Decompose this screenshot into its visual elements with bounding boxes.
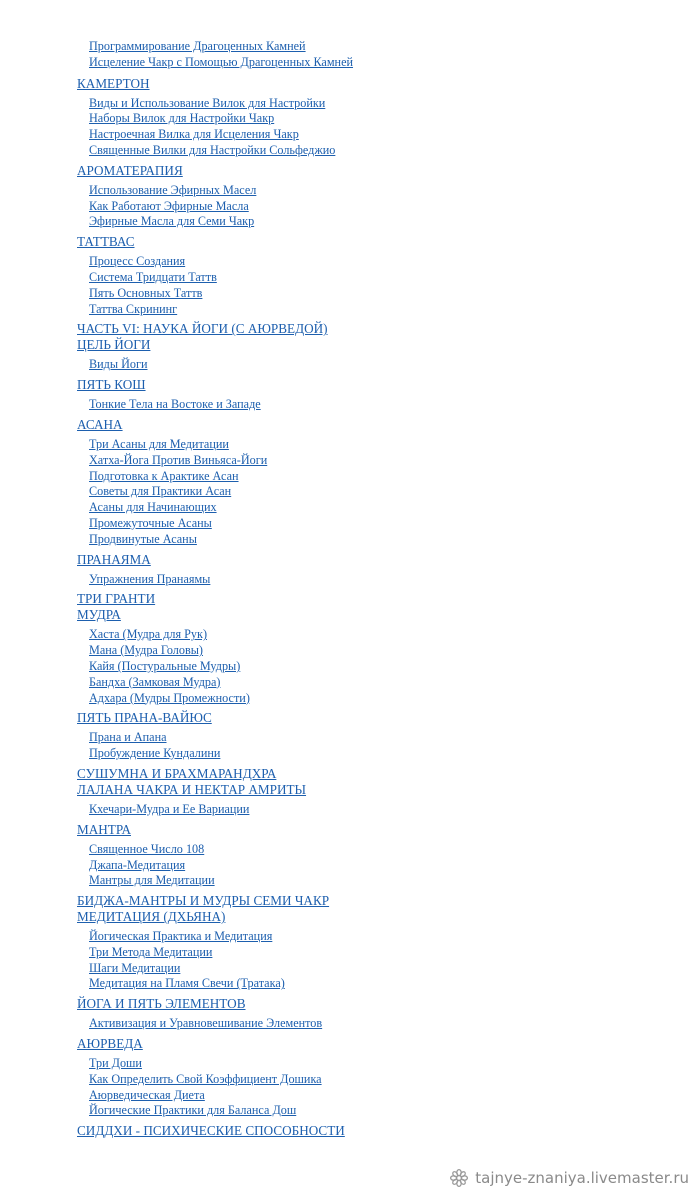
list-item (89, 842, 695, 858)
toc-heading-link[interactable]: ТАТТВАС (77, 234, 135, 250)
toc-item-link[interactable]: Таттва Скрининг (89, 301, 178, 316)
toc-item-link[interactable]: Эфирные Масла для Семи Чакр (89, 214, 255, 229)
toc-sublist (89, 96, 695, 159)
toc-sublist (89, 1056, 695, 1119)
toc-section (0, 163, 695, 230)
list-item (89, 858, 695, 874)
toc-item-link[interactable]: Джапа-Медитация (89, 857, 186, 872)
list-item (89, 96, 695, 112)
toc-sublist (89, 802, 695, 818)
toc-heading-link[interactable]: БИДЖА-МАНТРЫ И МУДРЫ СЕМИ ЧАКР (77, 893, 330, 909)
toc-item-link[interactable]: Пробуждение Кундалини (89, 746, 221, 761)
toc-item-link[interactable]: Кайя (Постуральные Мудры) (89, 658, 241, 673)
list-item (89, 516, 695, 532)
toc-item-link[interactable]: Как Работают Эфирные Масла (89, 198, 249, 213)
watermark-text: tajnye-znaniya.livemaster.ru (475, 1169, 689, 1187)
toc-item-link[interactable]: Йогическая Практика и Медитация (89, 929, 273, 944)
toc-item-link[interactable]: Асаны для Начинающих (89, 500, 217, 515)
toc-item-link[interactable]: Хаста (Мудра для Рук) (89, 627, 208, 642)
toc-heading-link[interactable]: АРОМАТЕРАПИЯ (77, 162, 183, 178)
list-item (89, 286, 695, 302)
list-item (89, 730, 695, 746)
toc-item-link[interactable]: Наборы Вилок для Настройки Чакр (89, 111, 275, 126)
toc-sublist (89, 730, 695, 762)
list-item (89, 643, 695, 659)
toc-sublist (89, 1016, 695, 1032)
toc-heading-link[interactable]: ТРИ ГРАНТИ (77, 591, 156, 607)
list-item (89, 1056, 695, 1072)
list-item (89, 453, 695, 469)
toc-sublist (89, 183, 695, 230)
list-item (89, 214, 695, 230)
list-item (89, 691, 695, 707)
toc-heading-link[interactable]: ЧАСТЬ VI: НАУКА ЙОГИ (С АЮРВЕДОЙ) (77, 321, 328, 337)
list-item (89, 532, 695, 548)
toc-heading-link[interactable]: МЕДИТАЦИЯ (ДХЬЯНА) (77, 909, 226, 925)
list-item (89, 39, 695, 55)
toc-item-link[interactable]: Священное Число 108 (89, 841, 205, 856)
toc-section (0, 782, 695, 818)
list-item (89, 1103, 695, 1119)
toc-section (0, 337, 695, 373)
toc-section (0, 1036, 695, 1119)
list-item (89, 302, 695, 318)
toc-item-link[interactable]: Виды и Использование Вилок для Настройки (89, 95, 326, 110)
toc-section (0, 909, 695, 992)
toc-item-link[interactable]: Мана (Мудра Головы) (89, 643, 203, 658)
toc-section (0, 321, 695, 337)
toc-heading-link[interactable]: АСАНА (77, 416, 123, 432)
toc-section (0, 591, 695, 607)
toc-item-link[interactable]: Активизация и Уравновешивание Элементов (89, 1016, 323, 1031)
toc-sublist (89, 437, 695, 548)
list-item (89, 572, 695, 588)
list-item (89, 500, 695, 516)
toc-heading-link[interactable]: ЦЕЛЬ ЙОГИ (77, 337, 151, 353)
toc-sublist (89, 397, 695, 413)
list-item (89, 1088, 695, 1104)
list-item (89, 254, 695, 270)
list-item (89, 961, 695, 977)
toc-item-link[interactable]: Прана и Апана (89, 730, 167, 745)
list-item (89, 111, 695, 127)
toc-item-link[interactable]: Процесс Создания (89, 254, 186, 269)
list-item (89, 627, 695, 643)
toc-item-link[interactable]: Хатха-Йога Против Виньяса-Йоги (89, 452, 268, 467)
toc-item-link[interactable]: Священные Вилки для Настройки Сольфеджио (89, 142, 336, 157)
toc-item-link[interactable]: Тонкие Тела на Востоке и Западе (89, 397, 261, 412)
toc-item-link[interactable]: Использование Эфирных Масел (89, 182, 257, 197)
list-item (89, 437, 695, 453)
toc-section (0, 766, 695, 782)
list-item (89, 397, 695, 413)
toc-sublist (89, 572, 695, 588)
watermark (449, 1168, 689, 1188)
toc-heading-link[interactable]: СУШУМНА И БРАХМАРАНДХРА (77, 765, 277, 781)
list-item (89, 484, 695, 500)
list-item (89, 183, 695, 199)
toc-item-link[interactable]: Бандха (Замковая Мудра) (89, 674, 221, 689)
list-item (89, 802, 695, 818)
toc-item-link[interactable]: Кхечари-Мудра и Ее Вариации (89, 801, 250, 816)
list-item (89, 127, 695, 143)
toc-item-link[interactable]: Пять Основных Таттв (89, 285, 203, 300)
toc-heading-link[interactable]: СИДДХИ - ПСИХИЧЕСКИЕ СПОСОБНОСТИ (77, 1123, 345, 1139)
toc-section (0, 417, 695, 548)
toc-heading-link[interactable]: ПЯТЬ ПРАНА-ВАЙЮС (77, 710, 212, 726)
toc-section (0, 552, 695, 588)
toc-section (0, 710, 695, 762)
list-item (89, 469, 695, 485)
toc-item-link[interactable]: Как Определить Свой Коэффициент Дошика (89, 1071, 322, 1086)
toc-sublist (89, 627, 695, 706)
toc-heading-link[interactable]: АЮРВЕДА (77, 1036, 143, 1052)
toc-item-link[interactable]: Мантры для Медитации (89, 873, 215, 888)
toc-section (0, 822, 695, 889)
list-item (89, 357, 695, 373)
toc-sublist (89, 929, 695, 992)
list-item (89, 976, 695, 992)
toc-section (0, 76, 695, 159)
toc-heading-link[interactable]: МАНТРА (77, 821, 131, 837)
list-item (89, 945, 695, 961)
toc-heading-link[interactable]: ПРАНАЯМА (77, 551, 151, 567)
flower-logo-icon (449, 1168, 469, 1188)
toc-item-link[interactable]: Советы для Практики Асан (89, 484, 232, 499)
toc-heading-link[interactable]: ЙОГА И ПЯТЬ ЭЛЕМЕНТОВ (77, 996, 246, 1012)
toc-heading-link[interactable]: КАМЕРТОН (77, 75, 150, 91)
toc-heading-link[interactable]: МУДРА (77, 607, 121, 623)
toc-sublist (89, 357, 695, 373)
toc-item-link[interactable]: Медитация на Пламя Свечи (Тратака) (89, 976, 285, 991)
toc-item-link[interactable]: Промежуточные Асаны (89, 515, 212, 530)
toc-item-link[interactable]: Три Метода Медитации (89, 944, 213, 959)
toc-sublist (89, 254, 695, 317)
list-item (89, 55, 695, 71)
list-item (89, 929, 695, 945)
toc-item-link[interactable]: Адхара (Мудры Промежности) (89, 690, 250, 705)
toc-item-link[interactable]: Йогические Практики для Баланса Дош (89, 1103, 297, 1118)
toc-section (0, 1123, 695, 1139)
toc-section (0, 893, 695, 909)
list-item (89, 746, 695, 762)
toc-section (0, 377, 695, 413)
toc-item-link[interactable]: Три Доши (89, 1056, 142, 1071)
toc-item-link[interactable]: Упражнения Пранаямы (89, 571, 211, 586)
toc-item-link[interactable]: Виды Йоги (89, 357, 148, 372)
toc-section (0, 234, 695, 317)
toc-item-link[interactable]: Подготовка к Арактике Асан (89, 468, 239, 483)
toc-item-link[interactable]: Программирование Драгоценных Камней (89, 39, 306, 53)
toc-item-link[interactable]: Система Тридцати Таттв (89, 269, 217, 284)
toc-section (0, 996, 695, 1032)
toc-sublist (89, 39, 695, 71)
list-item (89, 659, 695, 675)
toc-section (0, 39, 695, 71)
toc-item-link[interactable]: Продвинутые Асаны (89, 531, 197, 546)
toc-item-link[interactable]: Настроечная Вилка для Исцеления Чакр (89, 127, 299, 142)
toc-item-link[interactable]: Шаги Медитации (89, 960, 181, 975)
toc-sublist (89, 842, 695, 889)
toc-heading-link[interactable]: ПЯТЬ КОШ (77, 377, 146, 393)
toc-item-link[interactable]: Исцеление Чакр с Помощью Драгоценных Камней (89, 54, 354, 69)
list-item (89, 675, 695, 691)
toc-section (0, 607, 695, 706)
toc-item-link[interactable]: Аюрведическая Диета (89, 1087, 205, 1102)
list-item (89, 143, 695, 159)
toc-item-link[interactable]: Три Асаны для Медитации (89, 436, 229, 451)
list-item (89, 270, 695, 286)
toc-heading-link[interactable]: ЛАЛАНА ЧАКРА И НЕКТАР АМРИТЫ (77, 781, 307, 797)
list-item (89, 1072, 695, 1088)
list-item (89, 199, 695, 215)
list-item (89, 1016, 695, 1032)
list-item (89, 873, 695, 889)
